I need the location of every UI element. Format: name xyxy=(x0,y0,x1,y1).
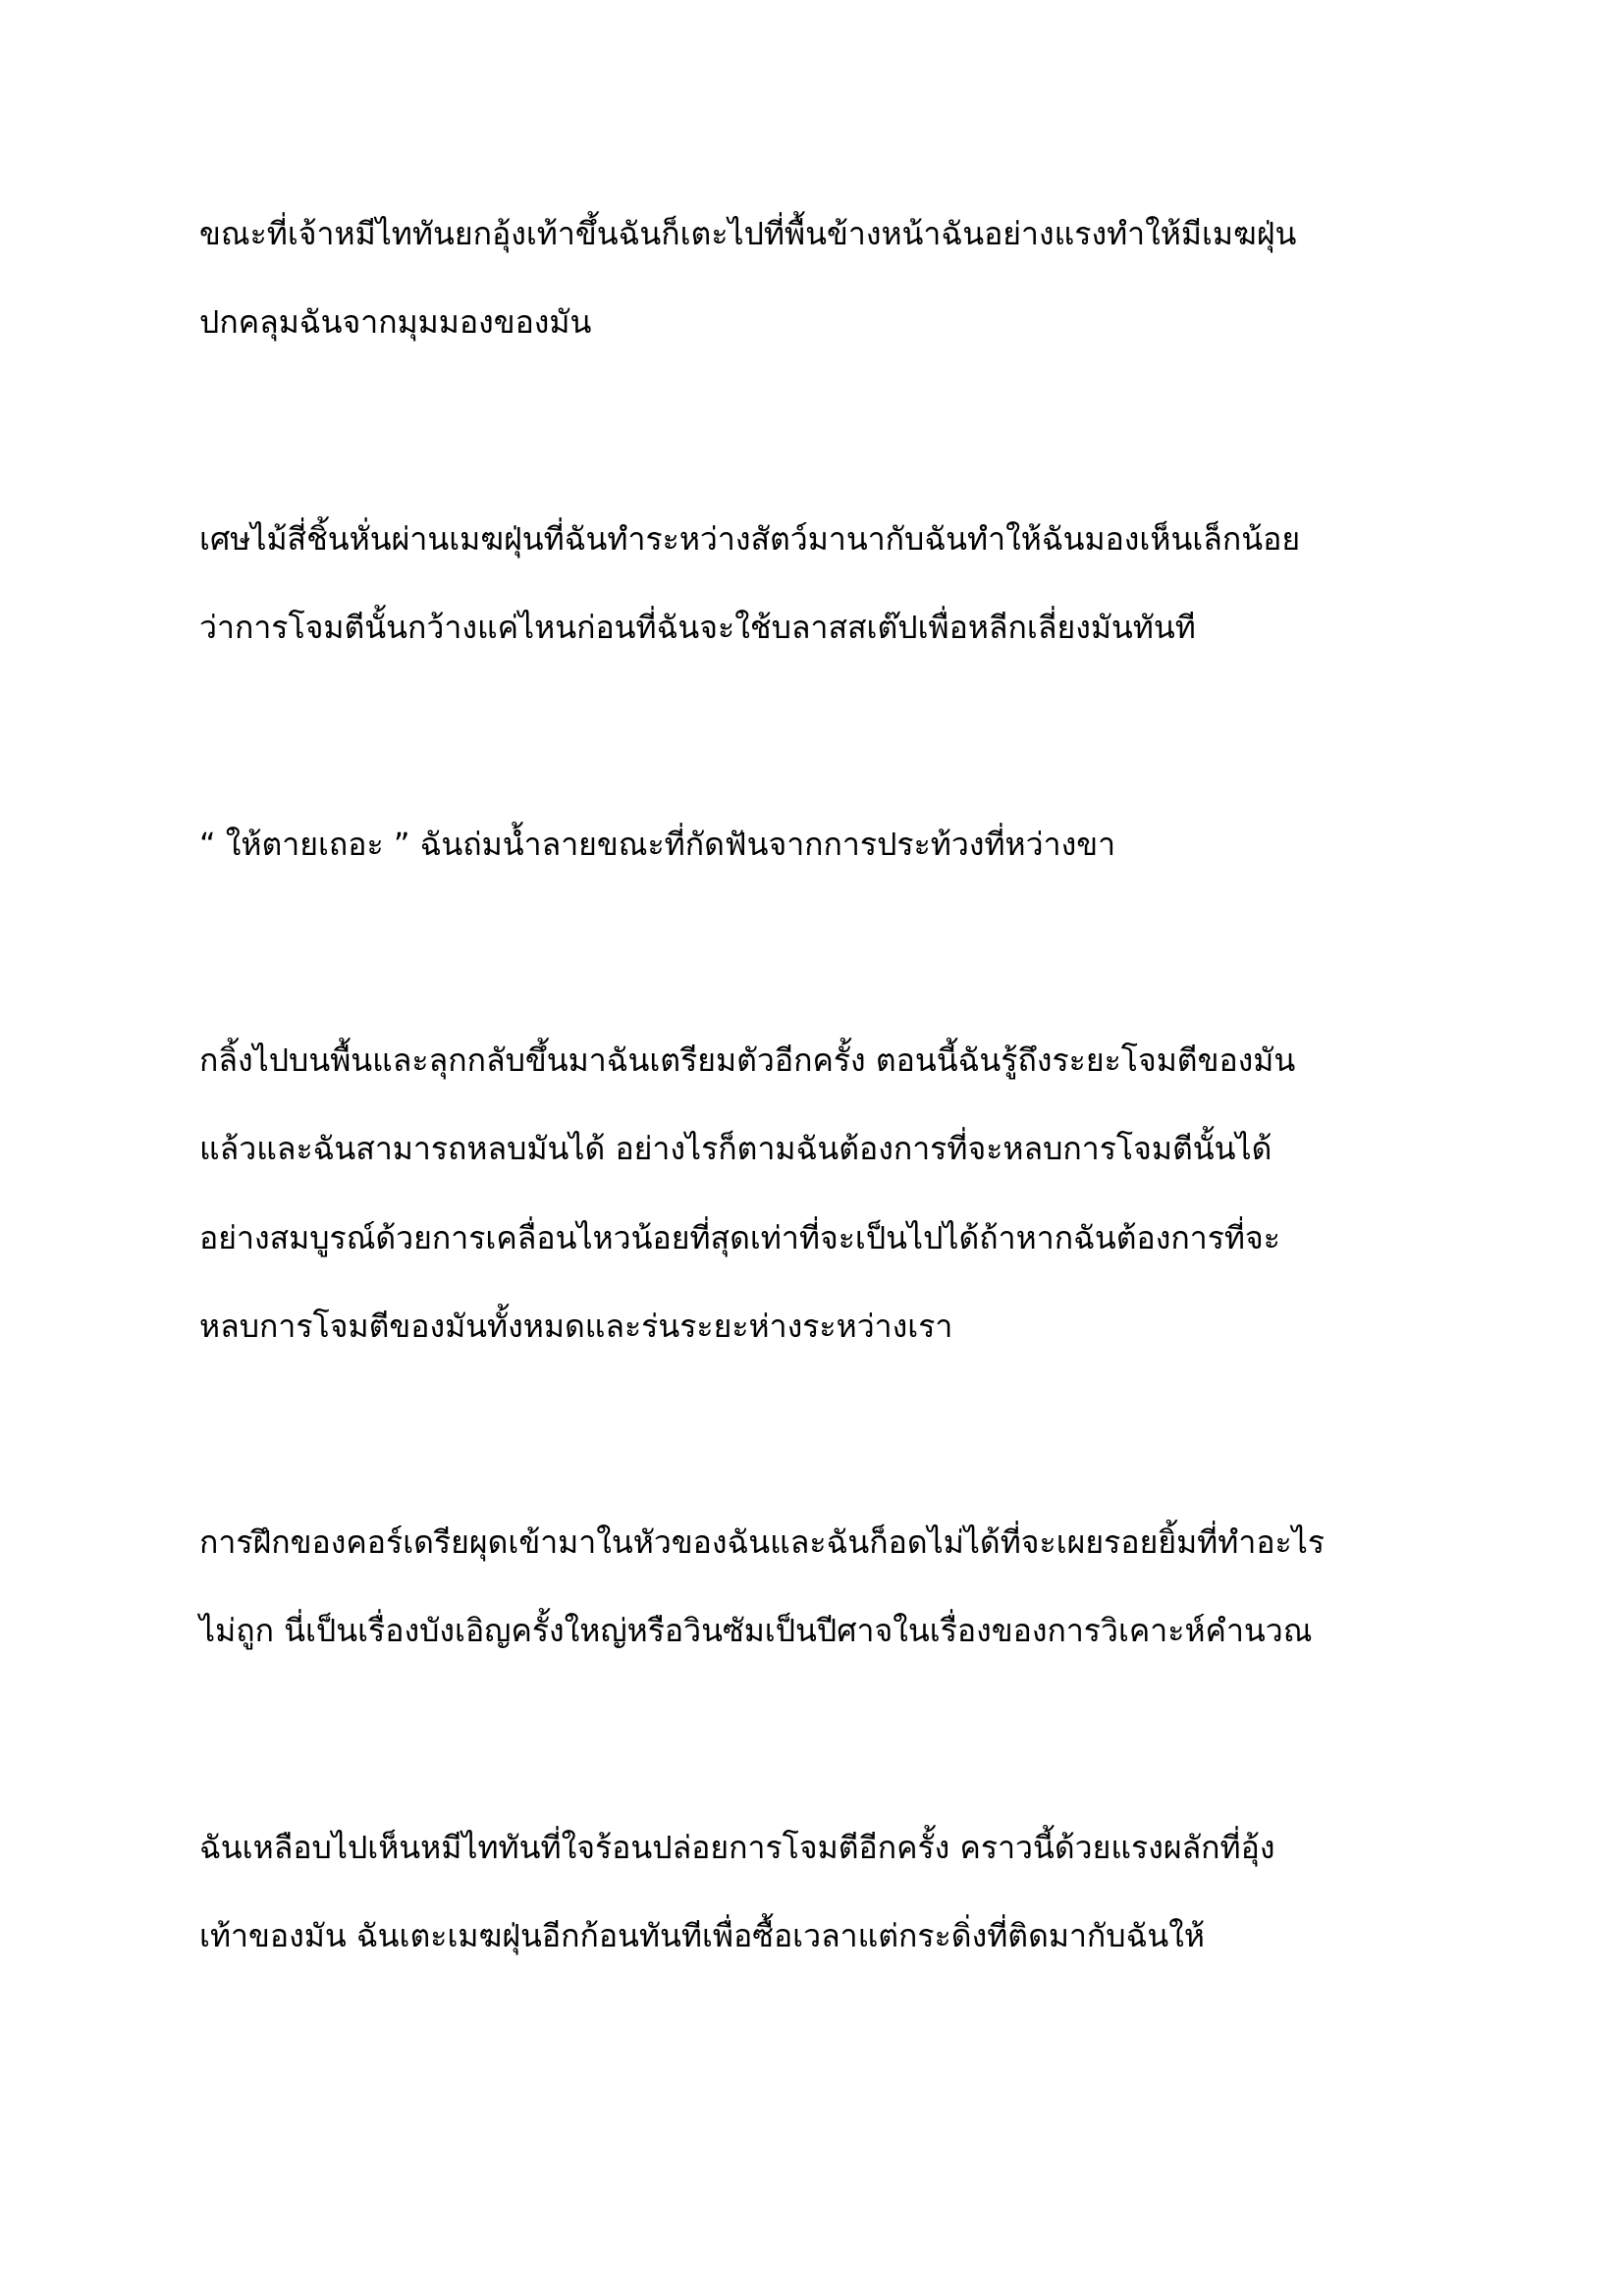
paragraph-4-line-4: หลบการโจมตีของมันทั้งหมดและร่นระยะห่างระหว่างเรา xyxy=(199,1308,953,1345)
paragraph-4-line-1: กลิ้งไปบนพื้นและลุกกลับขึ้นมาฉันเตรียมตัวอีกครั้ง ตอนนี้ฉันรู้ถึงระยะโจมตีของมัน xyxy=(199,1041,1296,1079)
paragraph-2-line-1: เศษไม้สี่ชิ้นหั่นผ่านเมฆฝุ่นที่ฉันทำระหว่างสัตว์มานากับฉันทำให้ฉันมองเห็นเล็กน้อย xyxy=(199,520,1301,558)
paragraph-1-line-1: ขณะที่เจ้าหมีไททันยกอุ้งเท้าขึ้นฉันก็เตะไปที่พื้นข้างหน้าฉันอย่างแรงทำให้มีเมฆฝุ่น xyxy=(199,215,1297,252)
paragraph-5-line-1: การฝึกของคอร์เดรียผุดเข้ามาในหัวของฉันและฉันก็อดไม่ได้ที่จะเผยรอยยิ้มที่ทำอะไร xyxy=(199,1523,1326,1561)
paragraph-6-line-2: เท้าของมัน ฉันเตะเมฆฝุ่นอีกก้อนทันทีเพื่อซื้อเวลาแต่กระดิ่งที่ติดมากับฉันให้ xyxy=(199,1917,1205,1954)
paragraph-4-line-2: แล้วและฉันสามารถหลบมันได้ อย่างไรก็ตามฉันต้องการที่จะหลบการโจมตีนั้นได้ xyxy=(199,1130,1272,1167)
paragraph-2-line-2: ว่าการโจมตีนั้นกว้างแค่ไหนก่อนที่ฉันจะใช้บลาสสเต๊ปเพื่อหลีกเลี่ยงมันทันที xyxy=(199,609,1196,646)
paragraph-1-line-2: ปกคลุมฉันจากมุมมองของมัน xyxy=(199,303,592,341)
paragraph-3-line-1: “ ให้ตายเถอะ ” ฉันถ่มน้ำลายขณะที่กัดฟันจากการประท้วงที่หว่างขา xyxy=(199,826,1116,863)
paragraph-6-line-1: ฉันเหลือบไปเห็นหมีไททันที่ใจร้อนปล่อยการโจมตีอีกครั้ง คราวนี้ด้วยแรงผลักที่อุ้ง xyxy=(199,1829,1275,1866)
paragraph-4-line-3: อย่างสมบูรณ์ด้วยการเคลื่อนไหวน้อยที่สุดเท่าที่จะเป็นไปได้ถ้าหากฉันต้องการที่จะ xyxy=(199,1219,1280,1256)
paragraph-5-line-2: ไม่ถูก นี่เป็นเรื่องบังเอิญครั้งใหญ่หรือวินซัมเป็นปีศาจในเรื่องของการวิเคาะห์คำนวณ xyxy=(199,1612,1313,1649)
